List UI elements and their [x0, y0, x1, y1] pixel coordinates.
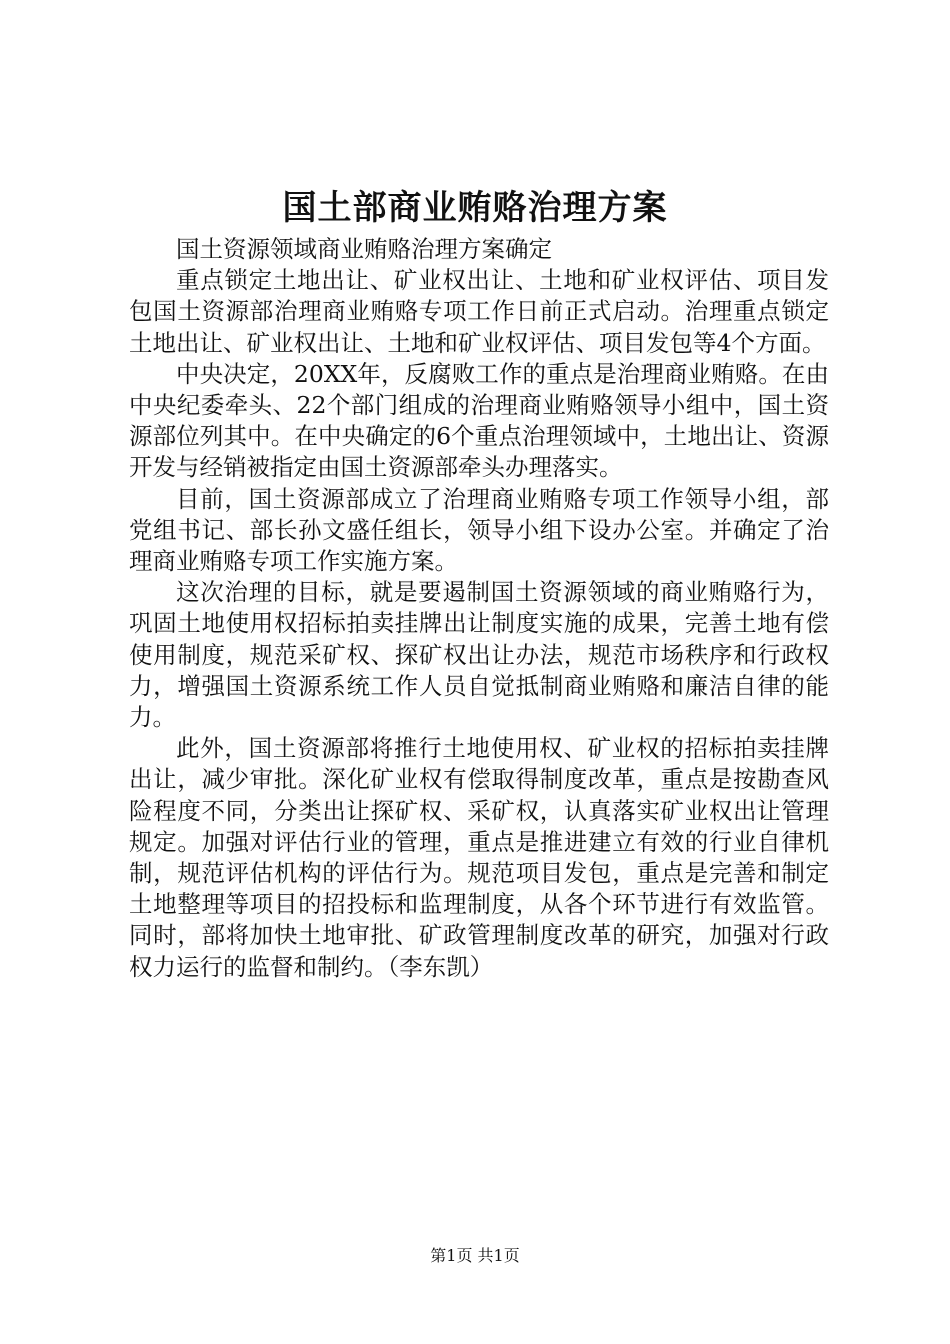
paragraph-1: 重点锁定土地出让、矿业权出让、土地和矿业权评估、项目发包国土资源部治理商业贿赂专项工作日前正式启动。治理重点锁定土地出让、矿业权出让、土地和矿业权评估、项目发包等4个方面。 — [129, 266, 829, 357]
paragraph-subtitle: 国土资源领域商业贿赂治理方案确定 — [176, 235, 552, 263]
paragraph-4: 这次治理的目标，就是要遏制国土资源领域的商业贿赂行为，巩固土地使用权招标拍卖挂牌出让制度实施的成果，完善土地有偿使用制度，规范采矿权、探矿权出让办法，规范市场秩序和行政权力，增强国土资源系统工作人员自觉抵制商业贿赂和廉洁自律的能力。 — [129, 578, 829, 732]
paragraph-3: 目前，国土资源部成立了治理商业贿赂专项工作领导小组，部党组书记、部长孙文盛任组长，领导小组下设办公室。并确定了治理商业贿赂专项工作实施方案。 — [129, 484, 829, 576]
paragraph-5: 此外，国土资源部将推行土地使用权、矿业权的招标拍卖挂牌出让，减少审批。深化矿业权有偿取得制度改革，重点是按勘查风险程度不同，分类出让探矿权、采矿权，认真落实矿业权出让管理规定。加强对评估行业的管理，重点是推进建立有效的行业自律机制，规范评估机构的评估行为。规范项目发包，重点是完善和制定土地整理等项目的招投标和监理制度，从各个环节进行有效监管。同时，部将加快土地审批、矿政管理制度改革的研究，加强对行政权力运行的监督和制约。（李东凯） — [129, 734, 829, 981]
document-title: 国土部商业贿赂治理方案 — [282, 188, 668, 228]
document-body — [129, 234, 829, 983]
page-footer: 第1页 共1页 — [430, 1246, 520, 1265]
paragraph-2: 中央决定，20XX年，反腐败工作的重点是治理商业贿赂。在由中央纪委牵头、22个部门组成的治理商业贿赂领导小组中，国土资源部位列其中。在中央确定的6个重点治理领域中，土地出让、资源开发与经销被指定由国土资源部牵头办理落实。 — [129, 359, 829, 482]
